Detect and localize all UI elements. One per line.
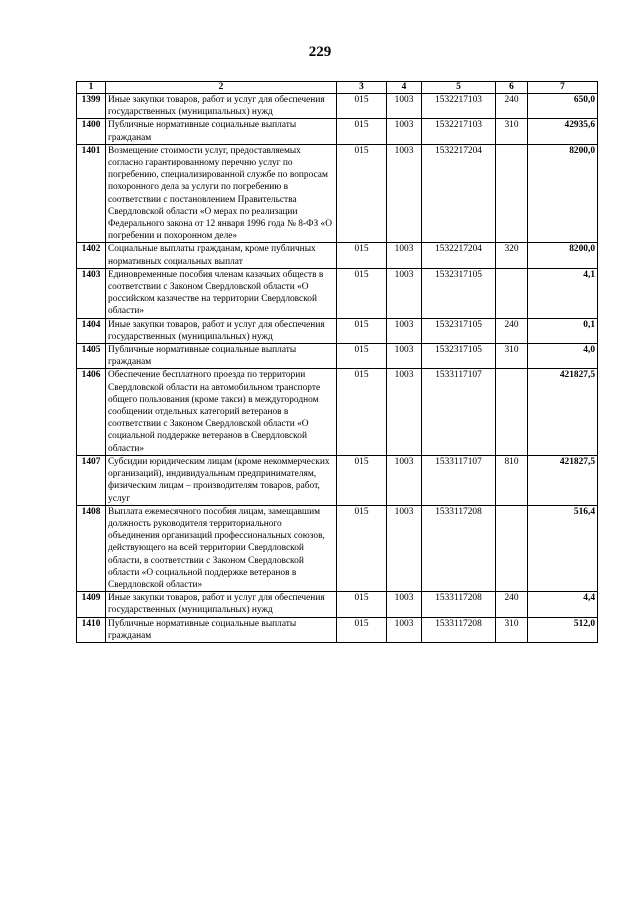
row-target-code: 1533117208 [422,592,496,617]
row-target-code: 1532217204 [422,144,496,243]
row-name: Иные закупки товаров, работ и услуг для обеспечения государственных (муниципальных) нужд [106,94,337,119]
budget-table [76,81,598,643]
row-section-code: 1003 [387,369,422,455]
row-expense-type: 240 [496,592,528,617]
row-target-code: 1533117208 [422,505,496,591]
row-amount: 8200,0 [528,243,598,268]
header-cell: 5 [422,82,496,94]
row-ministry-code: 015 [337,268,387,318]
row-target-code: 1533117107 [422,369,496,455]
row-expense-type: 810 [496,455,528,505]
row-expense-type: 240 [496,94,528,119]
row-number: 1406 [77,369,106,455]
table-row [77,505,598,591]
row-name: Социальные выплаты гражданам, кроме публичных нормативных социальных выплат [106,243,337,268]
row-section-code: 1003 [387,455,422,505]
row-target-code: 1532317105 [422,344,496,369]
table-row [77,144,598,243]
table-row [77,318,598,343]
table-row [77,94,598,119]
row-name: Публичные нормативные социальные выплаты гражданам [106,617,337,642]
header-cell: 1 [77,82,106,94]
row-target-code: 1532217204 [422,243,496,268]
row-amount: 650,0 [528,94,598,119]
row-amount: 4,1 [528,268,598,318]
row-amount: 4,0 [528,344,598,369]
row-number: 1404 [77,318,106,343]
table-row [77,455,598,505]
row-ministry-code: 015 [337,94,387,119]
row-expense-type [496,369,528,455]
row-target-code: 1533117208 [422,617,496,642]
row-ministry-code: 015 [337,318,387,343]
table-row [77,617,598,642]
row-amount: 4,4 [528,592,598,617]
row-number: 1408 [77,505,106,591]
row-number: 1407 [77,455,106,505]
row-number: 1405 [77,344,106,369]
row-name: Субсидии юридическим лицам (кроме некоммерческих организаций), индивидуальным предпринимателям, физическим лицам – производителям товаров, работ, услуг [106,455,337,505]
row-expense-type: 320 [496,243,528,268]
row-ministry-code: 015 [337,119,387,144]
row-ministry-code: 015 [337,344,387,369]
header-cell: 7 [528,82,598,94]
header-cell: 3 [337,82,387,94]
table-row [77,369,598,455]
header-cell: 4 [387,82,422,94]
row-name: Иные закупки товаров, работ и услуг для обеспечения государственных (муниципальных) нужд [106,318,337,343]
row-number: 1402 [77,243,106,268]
row-expense-type [496,505,528,591]
row-number: 1410 [77,617,106,642]
row-section-code: 1003 [387,344,422,369]
table-body [77,94,598,643]
table-row [77,243,598,268]
header-cell: 2 [106,82,337,94]
table-row [77,268,598,318]
table-row [77,119,598,144]
row-target-code: 1532217103 [422,94,496,119]
row-target-code: 1532317105 [422,318,496,343]
row-name: Возмещение стоимости услуг, предоставляемых согласно гарантированному перечню услуг по погребению, специализированной службе по вопросам похоронного дела за услуги по погребению в соответствии с постановлением Правительства Свердловской области «О мерах по реализации Федерального закона от 12 января 1996 года № 8-ФЗ «О погребении и похоронном деле» [106,144,337,243]
row-amount: 516,4 [528,505,598,591]
row-target-code: 1532217103 [422,119,496,144]
row-ministry-code: 015 [337,505,387,591]
row-amount: 8200,0 [528,144,598,243]
row-expense-type: 310 [496,344,528,369]
row-name: Обеспечение бесплатного проезда по территории Свердловской области на автомобильном транспорте общего пользования (кроме такси) в междугородном сообщении отдельных категорий ветеранов в соответствии с Законом Свердловской области «О социальной поддержке ветеранов в Свердловской области» [106,369,337,455]
row-expense-type [496,144,528,243]
row-section-code: 1003 [387,592,422,617]
row-section-code: 1003 [387,505,422,591]
row-name: Публичные нормативные социальные выплаты гражданам [106,119,337,144]
header-cell: 6 [496,82,528,94]
row-ministry-code: 015 [337,455,387,505]
row-number: 1400 [77,119,106,144]
row-number: 1401 [77,144,106,243]
row-expense-type [496,268,528,318]
row-ministry-code: 015 [337,592,387,617]
row-expense-type: 310 [496,119,528,144]
table-row [77,344,598,369]
row-amount: 421827,5 [528,455,598,505]
row-number: 1403 [77,268,106,318]
row-number: 1409 [77,592,106,617]
header-row [77,82,598,94]
row-ministry-code: 015 [337,144,387,243]
row-expense-type: 310 [496,617,528,642]
row-section-code: 1003 [387,617,422,642]
row-amount: 512,0 [528,617,598,642]
row-section-code: 1003 [387,144,422,243]
row-amount: 421827,5 [528,369,598,455]
row-section-code: 1003 [387,243,422,268]
row-ministry-code: 015 [337,369,387,455]
row-expense-type: 240 [496,318,528,343]
row-name: Иные закупки товаров, работ и услуг для обеспечения государственных (муниципальных) нужд [106,592,337,617]
row-target-code: 1533117107 [422,455,496,505]
row-target-code: 1532317105 [422,268,496,318]
row-name: Выплата ежемесячного пособия лицам, замещавшим должность руководителя территориального объединения организаций профессиональных союзов, действующего на всей территории Свердловской области, в соответствии с Законом Свердловской области «О социальной поддержке ветеранов в Свердловской области» [106,505,337,591]
row-name: Единовременные пособия членам казачьих обществ в соответствии с Законом Свердловской области «О российском казачестве на территории Свердловской области» [106,268,337,318]
row-ministry-code: 015 [337,243,387,268]
row-section-code: 1003 [387,94,422,119]
row-ministry-code: 015 [337,617,387,642]
row-amount: 0,1 [528,318,598,343]
row-section-code: 1003 [387,119,422,144]
table-row [77,592,598,617]
row-amount: 42935,6 [528,119,598,144]
row-section-code: 1003 [387,268,422,318]
row-number: 1399 [77,94,106,119]
row-name: Публичные нормативные социальные выплаты гражданам [106,344,337,369]
page-number: 229 [308,44,332,60]
row-section-code: 1003 [387,318,422,343]
